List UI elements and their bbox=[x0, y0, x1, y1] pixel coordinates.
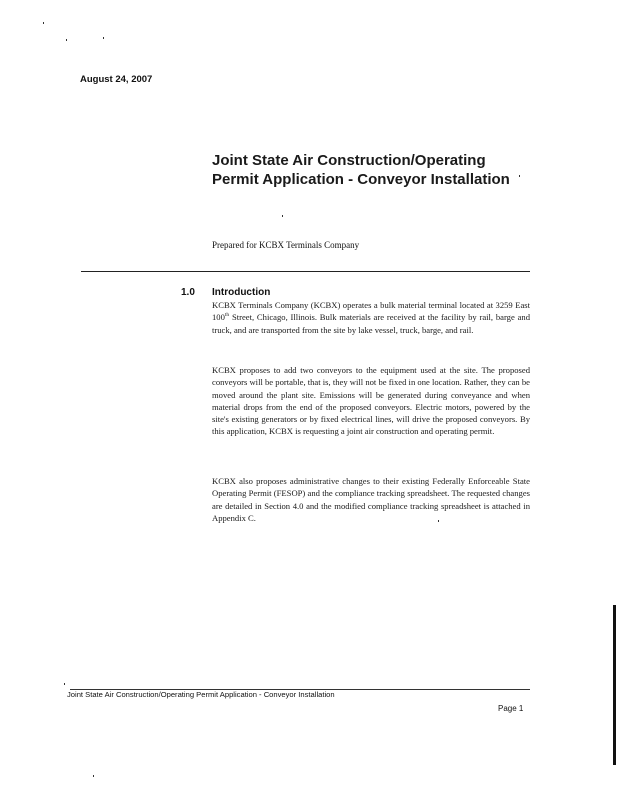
scan-speck bbox=[93, 775, 94, 777]
intro-paragraph-1 bbox=[212, 299, 530, 336]
document-title-line-2: Permit Application - Conveyor Installation bbox=[212, 171, 510, 188]
document-title-line-1: Joint State Air Construction/Operating bbox=[212, 152, 486, 169]
ordinal-suffix: th bbox=[224, 312, 230, 319]
intro-paragraph-3: KCBX also proposes administrative changes to their existing Federally Enforceable State Operating Permit (FESOP) and the compliance tracking spreadsheet. The requested changes are detailed in Section 4.0 and the modified compliance tracking spreadsheet is attached in Appendix C. bbox=[212, 476, 530, 523]
section-number: 1.0 bbox=[181, 287, 195, 298]
document-title bbox=[212, 151, 532, 189]
section-heading: Introduction bbox=[212, 287, 271, 298]
scan-speck bbox=[66, 39, 67, 41]
page-number: Page 1 bbox=[498, 704, 524, 713]
intro-paragraph-1-start: KCBX Terminals Company (KCBX) operates a bulk material terminal located at 3259 East 100 bbox=[212, 300, 530, 323]
footer-document-title: Joint State Air Construction/Operating Permit Application - Conveyor Installation bbox=[67, 690, 335, 699]
scan-edge-mark bbox=[613, 605, 616, 765]
document-date: August 24, 2007 bbox=[80, 74, 153, 85]
section-divider bbox=[81, 271, 530, 272]
scan-speck bbox=[64, 683, 65, 685]
prepared-for: Prepared for KCBX Terminals Company bbox=[212, 240, 360, 250]
scan-speck bbox=[103, 37, 104, 39]
intro-paragraph-2: KCBX proposes to add two conveyors to the equipment used at the site. The proposed conveyors will be portable, that is, they will not be fixed in one location. Rather, they can be moved around the plant site. Emissions will be generated during conveyance and when material drops from the end of the proposed conveyors. Electric motors, powered by the site's existing generators or by fixed electrical lines, will drive the proposed conveyors. By this application, KCBX is requesting a joint air construction and operating permit. bbox=[212, 365, 530, 437]
intro-paragraph-1-end: Street, Chicago, Illinois. Bulk materials are received at the facility by rail, barge and truck, and are transported from the site by lake vessel, truck, barge, and rail. bbox=[212, 312, 530, 335]
scan-speck bbox=[43, 22, 44, 24]
scan-speck bbox=[282, 215, 283, 217]
